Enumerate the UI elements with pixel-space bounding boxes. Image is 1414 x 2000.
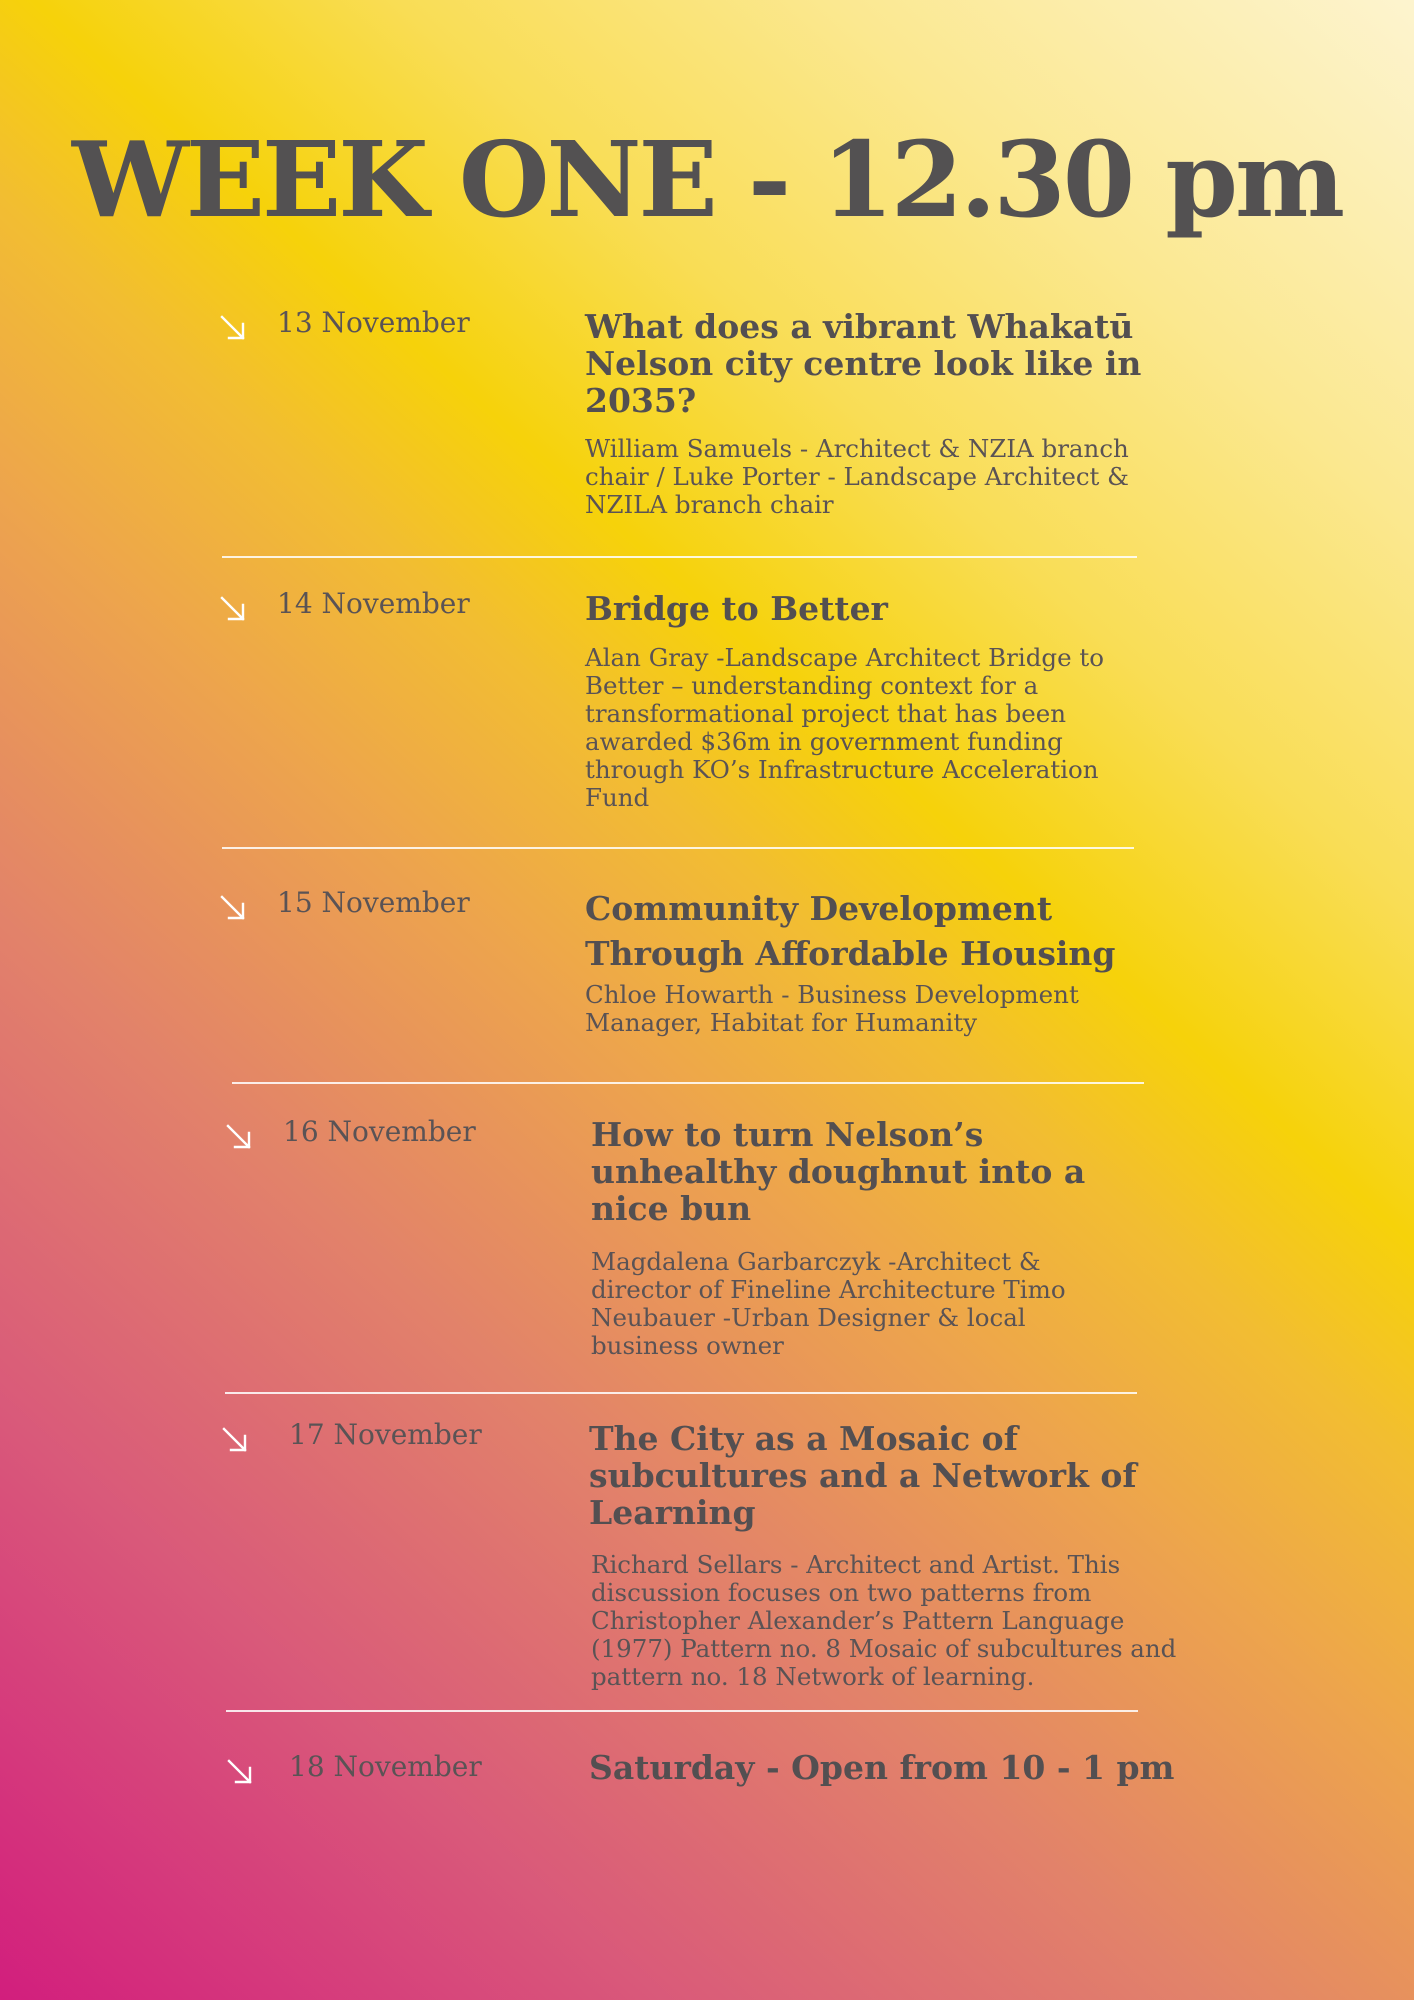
event-description: Chloe Howarth - Business Development Manager, Habitat for Humanity xyxy=(585,980,1079,1037)
event-title: What does a vibrant Whakatū Nelson city centre look like in 2035? xyxy=(585,307,1142,420)
page-title: WEEK ONE - 12.30 pm xyxy=(71,118,1343,241)
event-title: Community Development Through Affordable Housing xyxy=(585,889,1116,973)
event-title: How to turn Nelson’s unhealthy doughnut into a nice bun xyxy=(591,1115,1086,1228)
event-description: Richard Sellars - Architect and Artist. This discussion focuses on two patterns from Christopher Alexander’s Pattern Language (1977) Pattern no. 8 Mosaic of subcultures and pattern no. 18 Network of learning. xyxy=(591,1550,1177,1691)
event-date: 13 November xyxy=(277,306,470,339)
arrow-down-right-icon xyxy=(218,313,248,343)
event-date: 14 November xyxy=(277,587,470,620)
arrow-down-right-icon xyxy=(225,1757,255,1787)
event-description: Magdalena Garbarczyk -Architect & director of Fineline Architecture Timo Neubauer -Urban Designer & local business owner xyxy=(591,1247,1066,1360)
event-date: 16 November xyxy=(283,1115,476,1148)
divider xyxy=(222,556,1137,558)
event-date: 18 November xyxy=(289,1750,482,1783)
divider xyxy=(226,1710,1138,1712)
event-title: Saturday - Open from 10 - 1 pm xyxy=(589,1748,1175,1787)
event-description: William Samuels - Architect & NZIA branch chair / Luke Porter - Landscape Architect & NZILA branch chair xyxy=(585,434,1129,519)
event-title: The City as a Mosaic of subcultures and a Network of Learning xyxy=(589,1419,1137,1532)
divider xyxy=(232,1082,1144,1084)
event-description: Alan Gray -Landscape Architect Bridge to Better – understanding context for a transformational project that has been awarded $36m in government funding through KO’s Infrastructure Acceleration Fund xyxy=(585,643,1104,812)
arrow-down-right-icon xyxy=(224,1122,254,1152)
event-date: 15 November xyxy=(277,886,470,919)
event-date: 17 November xyxy=(289,1418,482,1451)
divider xyxy=(225,1392,1137,1394)
arrow-down-right-icon xyxy=(218,594,248,624)
arrow-down-right-icon xyxy=(220,1425,250,1455)
event-title: Bridge to Better xyxy=(585,589,888,628)
divider xyxy=(222,847,1134,849)
arrow-down-right-icon xyxy=(218,893,248,923)
